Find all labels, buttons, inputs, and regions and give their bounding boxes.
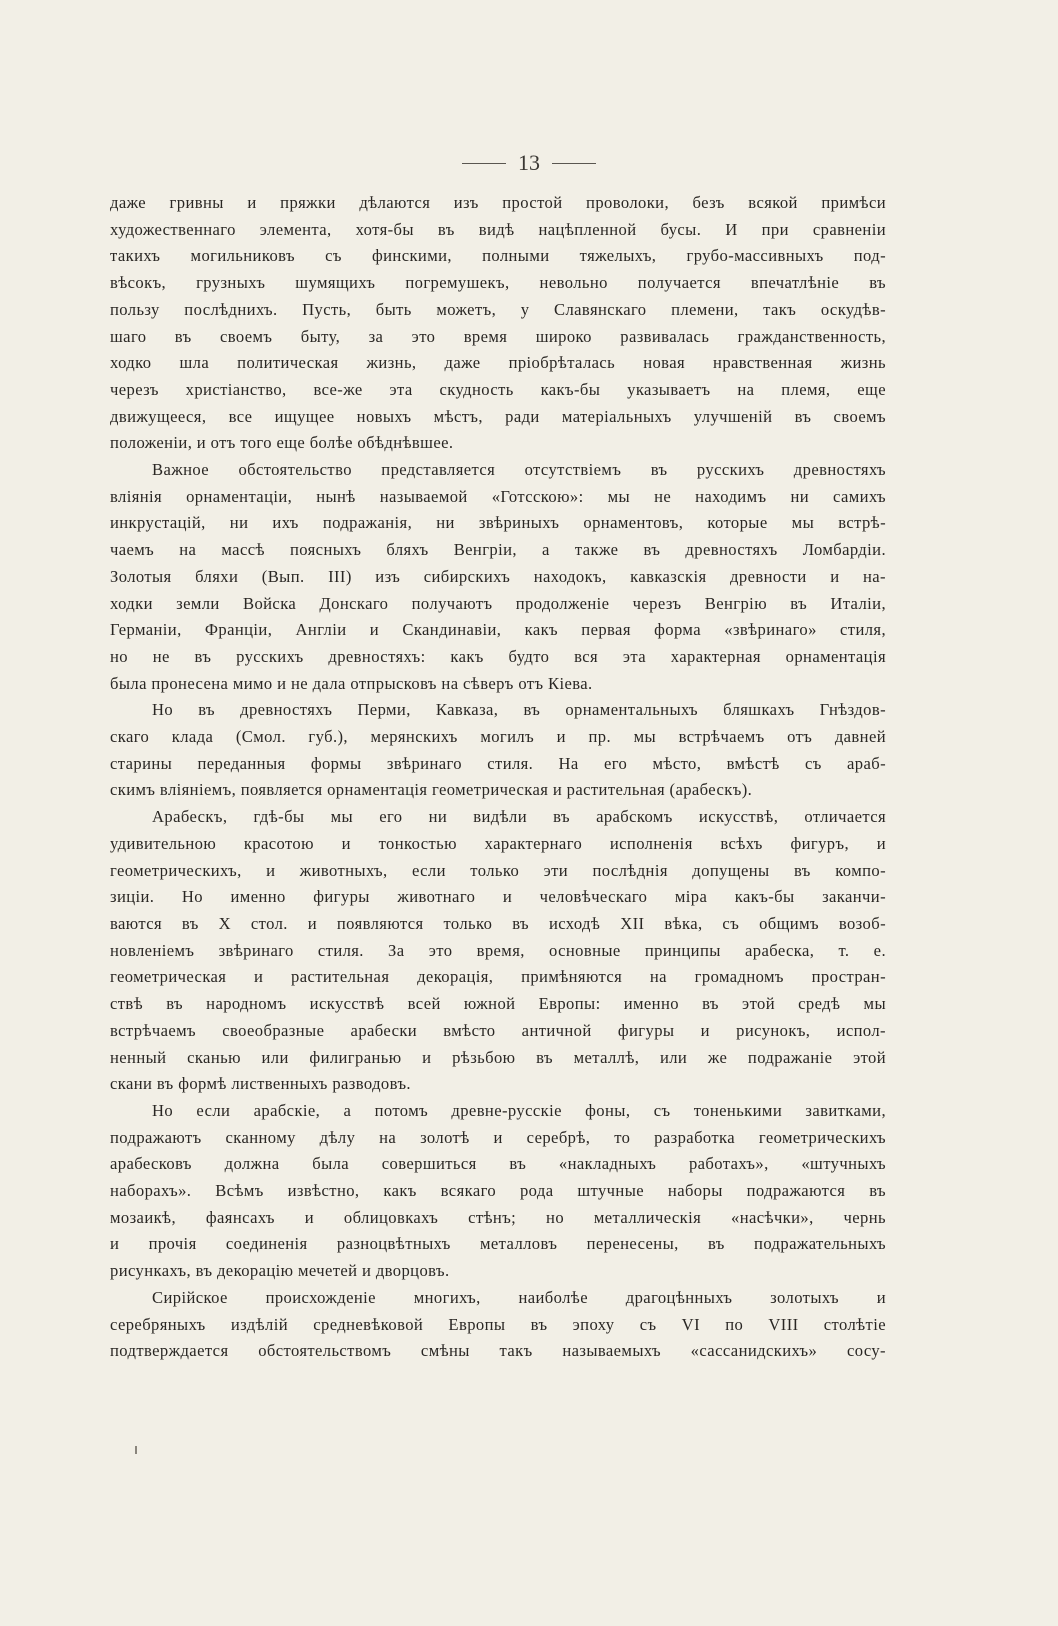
text-line: художественнаго элемента, хотя-бы въ видѣ нацѣпленной бусы. И при сравненіи xyxy=(110,219,886,239)
text-line: встрѣчаемъ своеобразные арабески вмѣсто античной фигуры и рисунокъ, испол- xyxy=(110,1020,886,1040)
text-line: геометрическихъ, и животныхъ, если только эти послѣднія допущены въ компо- xyxy=(110,860,886,880)
body-text xyxy=(110,190,886,1365)
header-dash-right xyxy=(552,163,596,164)
text-line: рисункахъ, въ декорацію мечетей и дворцовъ. xyxy=(110,1261,450,1281)
text-line: пользу послѣднихъ. Пусть, быть можетъ, у Славянскаго племени, такъ оскудѣв- xyxy=(110,299,886,319)
text-line: геометрическая и растительная декорація, примѣняются на громадномъ простран- xyxy=(110,967,886,987)
text-line: ходко шла политическая жизнь, даже пріобрѣталась новая нравственная жизнь xyxy=(110,353,886,373)
text-line: Золотыя бляхи (Вып. III) изъ сибирскихъ находокъ, кавказскія древности и на- xyxy=(110,566,886,586)
text-line: движущееся, все ищущее новыхъ мѣстъ, ради матеріальныхъ улучшеній въ своемъ xyxy=(110,406,886,426)
page-number: 13 xyxy=(518,150,540,175)
text-line: ствѣ въ народномъ искусствѣ всей южной Европы: именно въ этой средѣ мы xyxy=(110,994,886,1014)
text-line: вѣсокъ, грузныхъ шумящихъ погремушекъ, невольно получается впечатлѣніе въ xyxy=(110,273,886,293)
text-line: была пронесена мимо и не дала отпрысковъ на сѣверъ отъ Кіева. xyxy=(110,673,593,693)
text-line: удивительною красотою и тонкостью характернаго исполненія всѣхъ фигуръ, и xyxy=(110,833,886,853)
text-line: чаемъ на массѣ поясныхъ бляхъ Венгріи, а также въ древностяхъ Ломбардіи. xyxy=(110,540,886,560)
page-header xyxy=(0,150,1058,176)
text-line: арабесковъ должна была совершиться въ «накладныхъ работахъ», «штучныхъ xyxy=(110,1154,886,1174)
text-line: Важное обстоятельство представляется отсутствіемъ въ русскихъ древностяхъ xyxy=(152,460,886,480)
text-line: Германіи, Франціи, Англіи и Скандинавіи, какъ первая форма «звѣринаго» стиля, xyxy=(110,620,886,640)
text-line: Сирійское происхожденіе многихъ, наиболѣе драгоцѣнныхъ золотыхъ и xyxy=(152,1287,886,1307)
text-line: шаго въ своемъ быту, за это время широко развивалась гражданственность, xyxy=(110,326,886,346)
text-line: ваются въ X стол. и появляются только въ исходѣ XII вѣка, съ общимъ возоб- xyxy=(110,913,886,933)
text-line: такихъ могильниковъ съ финскими, полными тяжелыхъ, грубо-массивныхъ под- xyxy=(110,246,886,266)
text-line: ненный сканью или филигранью и рѣзьбою въ металлѣ, или же подражаніе этой xyxy=(110,1047,886,1067)
text-line: новленіемъ звѣринаго стиля. За это время, основные принципы арабеска, т. е. xyxy=(110,940,886,960)
text-line: мозаикѣ, фаянсахъ и облицовкахъ стѣнъ; но металлическія «насѣчки», чернь xyxy=(110,1207,886,1227)
text-line: но не въ русскихъ древностяхъ: какъ будто вся эта характерная орнаментація xyxy=(110,646,886,666)
text-line: и прочія соединенія разноцвѣтныхъ металловъ перенесены, въ подражательныхъ xyxy=(110,1234,886,1254)
text-line: старины переданныя формы звѣринаго стиля. На его мѣсто, вмѣстѣ съ араб- xyxy=(110,753,886,773)
text-line: Но если арабскіе, а потомъ древне-русскіе фоны, съ тоненькими завитками, xyxy=(152,1100,886,1120)
text-line: подражаютъ сканному дѣлу на золотѣ и серебрѣ, то разработка геометрическихъ xyxy=(110,1127,886,1147)
text-line: положеніи, и отъ того еще болѣе обѣднѣвшее. xyxy=(110,433,454,453)
text-line: Арабескъ, гдѣ-бы мы его ни видѣли въ арабскомъ искусствѣ, отличается xyxy=(152,807,886,827)
text-line: даже гривны и пряжки дѣлаются изъ простой проволоки, безъ всякой примѣси xyxy=(110,193,886,212)
text-line: подтверждается обстоятельствомъ смѣны такъ называемыхъ «сассанидскихъ» сосу- xyxy=(110,1341,886,1361)
text-line: зиціи. Но именно фигуры животнаго и человѣческаго міра какъ-бы заканчи- xyxy=(110,887,886,907)
text-line: скани въ формѣ лиственныхъ разводовъ. xyxy=(110,1074,411,1094)
text-line: наборахъ». Всѣмъ извѣстно, какъ всякаго рода штучные наборы подражаются въ xyxy=(110,1181,886,1201)
text-line: инкрустацій, ни ихъ подражанія, ни звѣриныхъ орнаментовъ, которые мы встрѣ- xyxy=(110,513,886,533)
text-line: ходки земли Войска Донскаго получаютъ продолженіе черезъ Венгрію въ Италіи, xyxy=(110,593,886,613)
text-line: скаго клада (Смол. губ.), мерянскихъ могилъ и пр. мы встрѣчаемъ отъ давней xyxy=(110,727,886,747)
text-line: черезъ христіанство, все-же эта скудность какъ-бы указываетъ на племя, еще xyxy=(110,379,886,399)
header-dash-left xyxy=(462,163,506,164)
paper-speck xyxy=(135,1446,137,1454)
text-line: вліянія орнаментаціи, нынѣ называемой «Готсскою»: мы не находимъ ни самихъ xyxy=(110,486,886,506)
text-line: скимъ вліяніемъ, появляется орнаментація геометрическая и растительная (арабескъ). xyxy=(110,780,753,800)
text-line: серебряныхъ издѣлій средневѣковой Европы въ эпоху съ VI по VIII столѣтіе xyxy=(110,1314,886,1334)
text-line: Но въ древностяхъ Перми, Кавказа, въ орнаментальныхъ бляшкахъ Гнѣздов- xyxy=(152,700,886,720)
